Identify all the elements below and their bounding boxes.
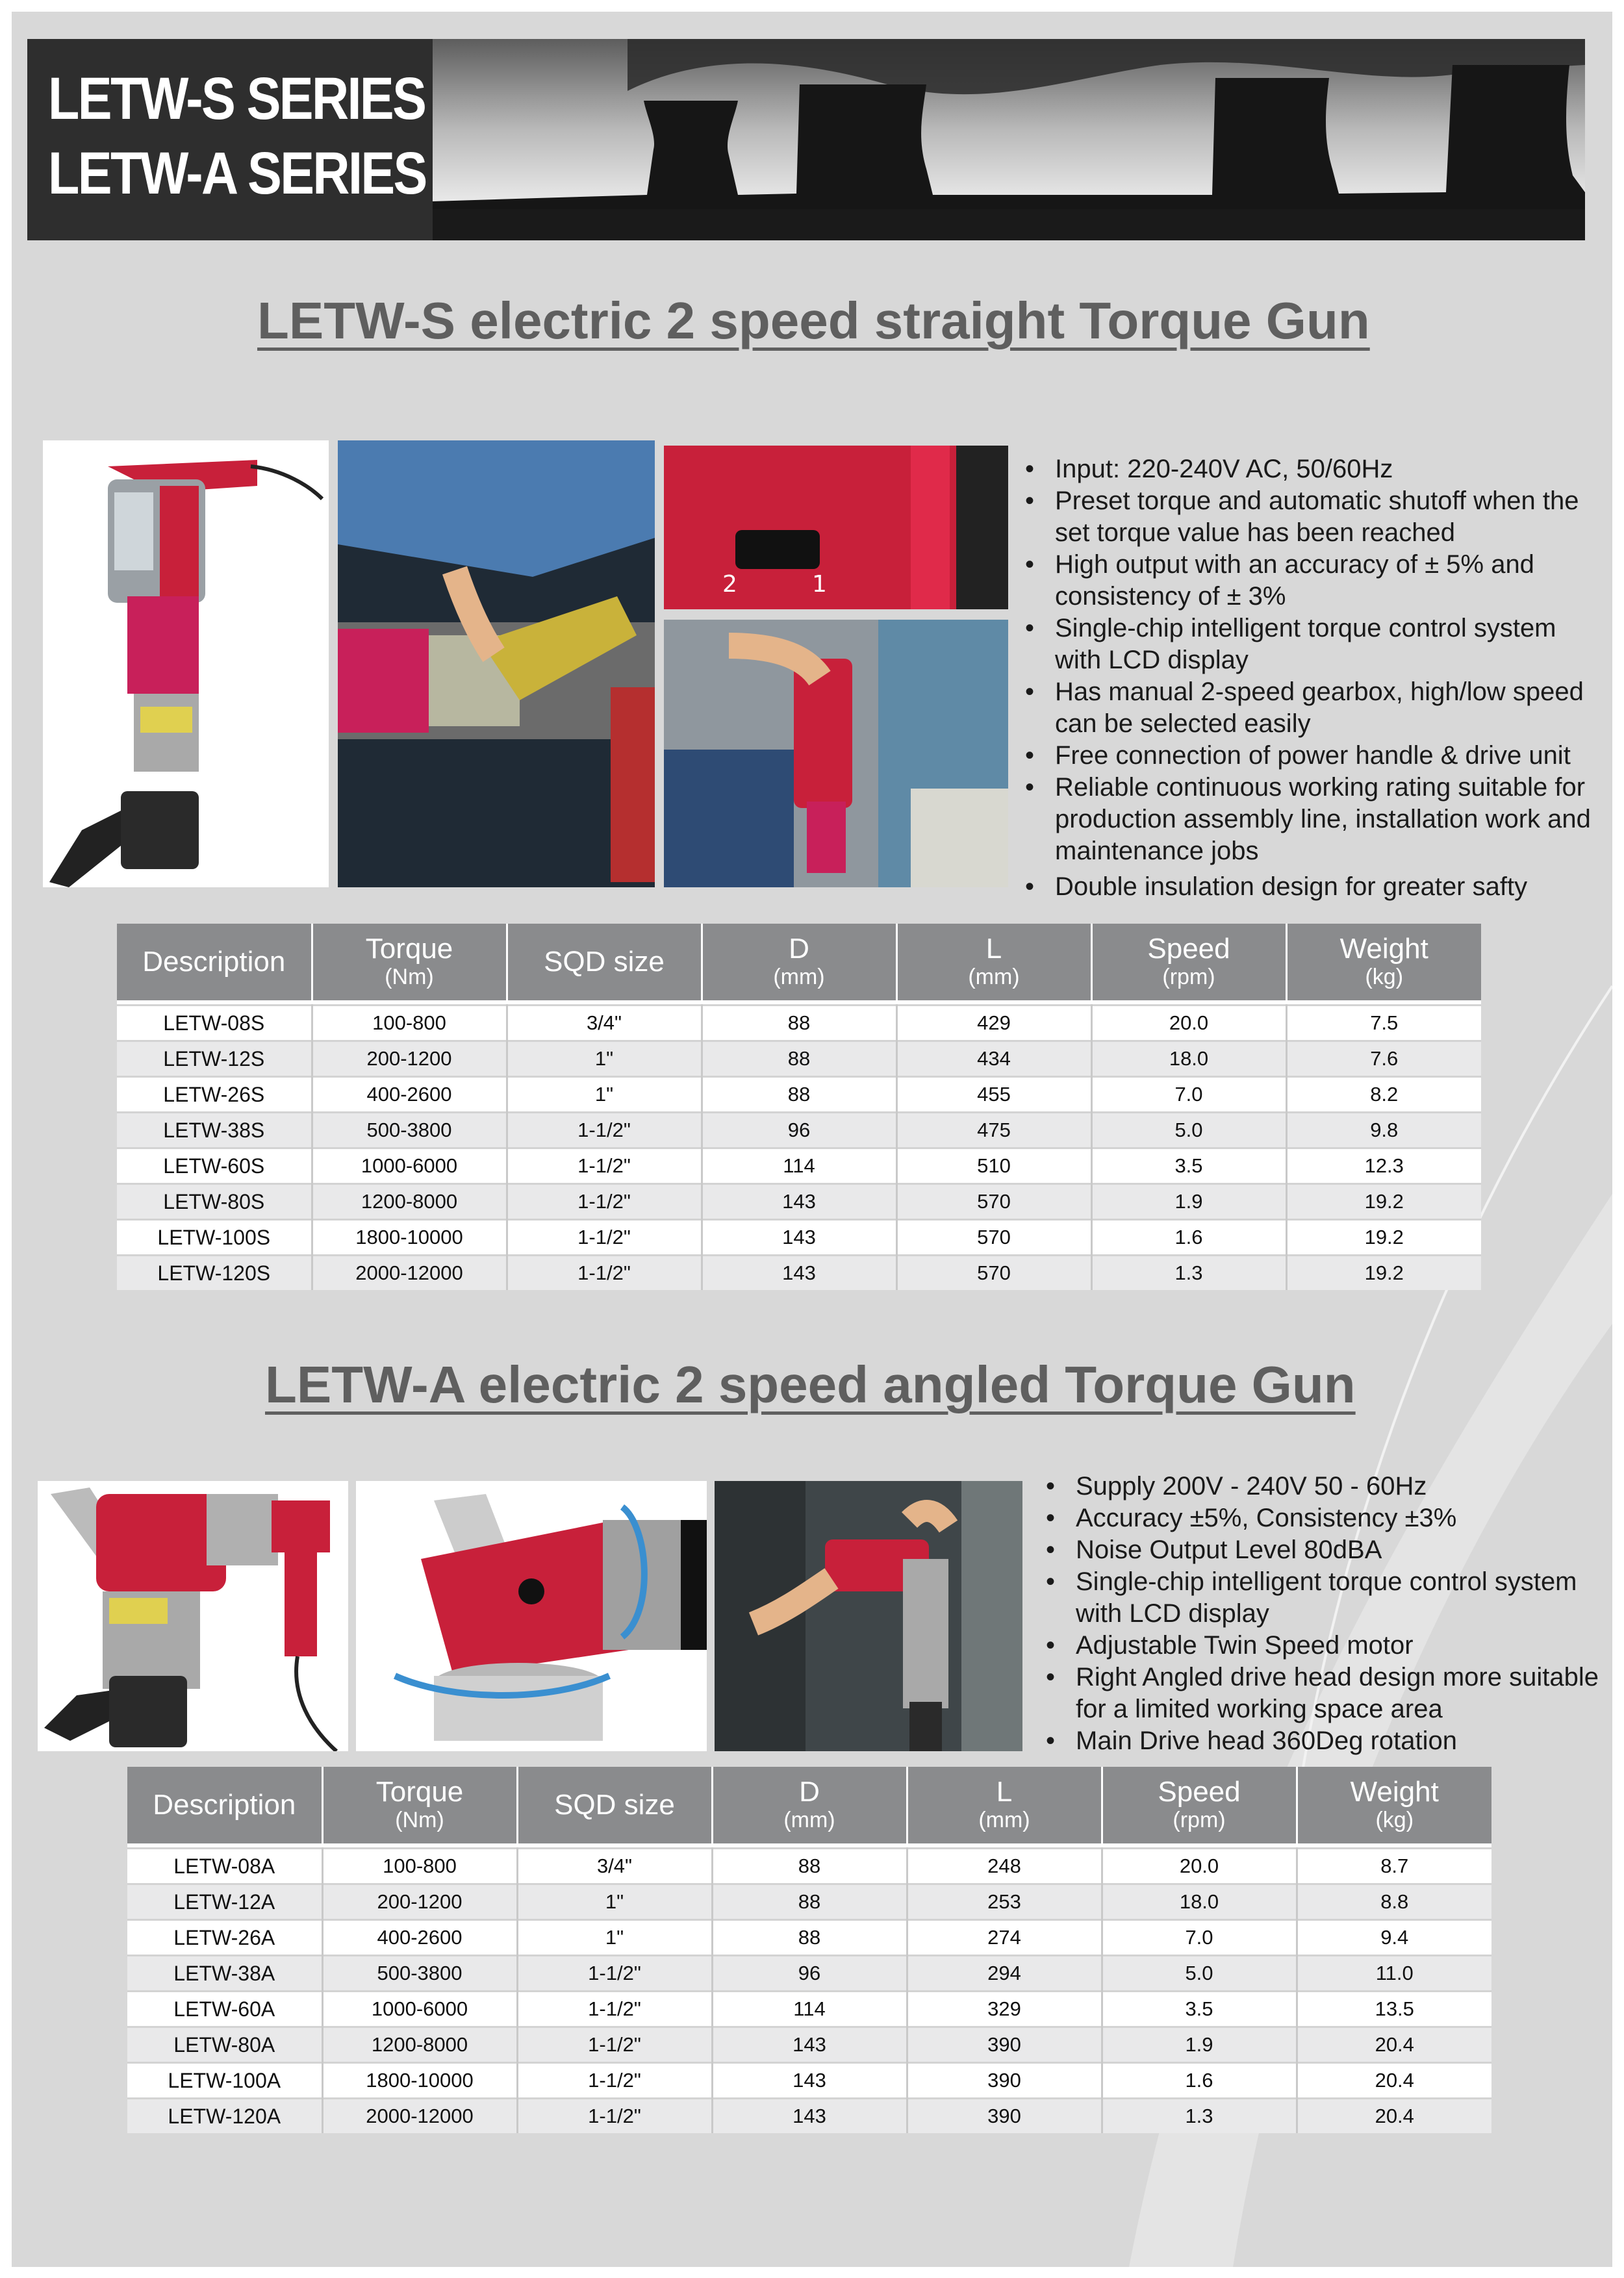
cell-description: LETW-38A [127, 1956, 322, 1992]
cell-sqd-size: 1-1/2" [517, 1956, 712, 1992]
cell-l: 390 [907, 2027, 1102, 2063]
cell-speed: 7.0 [1091, 1077, 1286, 1113]
column-header-speed: Speed (rpm) [1102, 1767, 1297, 1843]
cell-sqd-size: 1-1/2" [507, 1256, 702, 1291]
feature-item: • Input: 220-240V AC, 50/60Hz [1025, 453, 1597, 485]
cell-description: LETW-60A [127, 1992, 322, 2027]
header-spacer-cell [127, 1843, 1491, 1849]
cell-torque: 200-1200 [322, 1884, 517, 1920]
cell-description: LETW-120A [127, 2099, 322, 2134]
table-row [117, 1006, 1481, 1041]
table-row [127, 2063, 1491, 2099]
cell-description: LETW-26A [127, 1920, 322, 1956]
cell-sqd-size: 1-1/2" [517, 1992, 712, 2027]
table-row [127, 1884, 1491, 1920]
series-header [27, 39, 1585, 240]
series-title-s: LETW-S SERIES [48, 66, 425, 132]
cell-d: 114 [712, 1992, 907, 2027]
column-header-weight: Weight (kg) [1286, 924, 1481, 1000]
cell-d: 88 [702, 1041, 896, 1077]
feature-item: • Main Drive head 360Deg rotation [1046, 1725, 1605, 1757]
cell-sqd-size: 1" [507, 1077, 702, 1113]
cell-speed: 20.0 [1102, 1849, 1297, 1884]
cell-speed: 18.0 [1091, 1041, 1286, 1077]
cell-description: LETW-08S [117, 1006, 312, 1041]
straight-gun-in-use-photo [338, 440, 655, 887]
cell-weight: 20.4 [1297, 2099, 1491, 2134]
cell-torque: 1000-6000 [312, 1148, 507, 1184]
cell-d: 88 [712, 1849, 907, 1884]
cell-description: LETW-12S [117, 1041, 312, 1077]
cell-sqd-size: 1-1/2" [507, 1184, 702, 1220]
feature-item: • Free connection of power handle & drive unit [1025, 740, 1597, 772]
cell-weight: 12.3 [1286, 1148, 1481, 1184]
cell-l: 570 [896, 1220, 1091, 1256]
column-header-sqd-size: SQD size [507, 924, 702, 1000]
cell-torque: 1200-8000 [312, 1184, 507, 1220]
cell-description: LETW-100S [117, 1220, 312, 1256]
cell-description: LETW-120S [117, 1256, 312, 1291]
cell-torque: 200-1200 [312, 1041, 507, 1077]
column-header-l: L (mm) [896, 924, 1091, 1000]
cell-torque: 1800-10000 [322, 2063, 517, 2099]
cell-weight: 20.4 [1297, 2063, 1491, 2099]
cell-torque: 100-800 [322, 1849, 517, 1884]
column-header-d: D (mm) [712, 1767, 907, 1843]
cell-torque: 400-2600 [312, 1077, 507, 1113]
table-row [127, 2027, 1491, 2063]
cell-speed: 5.0 [1102, 1956, 1297, 1992]
section-title-angled: LETW-A electric 2 speed angled Torque Gun [265, 1356, 1356, 1413]
cell-torque: 100-800 [312, 1006, 507, 1041]
series-title-a: LETW-A SERIES [48, 140, 426, 207]
column-header-description: Description [127, 1767, 322, 1843]
cell-speed: 20.0 [1091, 1006, 1286, 1041]
cell-l: 390 [907, 2063, 1102, 2099]
cell-d: 114 [702, 1148, 896, 1184]
header-spacer-cell [117, 1000, 1481, 1006]
cell-weight: 13.5 [1297, 1992, 1491, 2027]
cell-l: 510 [896, 1148, 1091, 1184]
cell-sqd-size: 1-1/2" [507, 1220, 702, 1256]
cell-d: 143 [712, 2063, 907, 2099]
column-header-l: L (mm) [907, 1767, 1102, 1843]
cell-sqd-size: 1-1/2" [517, 2063, 712, 2099]
cooling-towers-banner-image [433, 39, 1585, 240]
cell-sqd-size: 1-1/2" [507, 1113, 702, 1148]
cell-weight: 7.5 [1286, 1006, 1481, 1041]
cell-torque: 500-3800 [312, 1113, 507, 1148]
cell-sqd-size: 1" [507, 1041, 702, 1077]
cell-d: 88 [712, 1920, 907, 1956]
feature-item: • Reliable continuous working rating suitable for production assembly line, installation work and maintenance jobs [1025, 772, 1597, 867]
table-row [117, 1113, 1481, 1148]
cell-description: LETW-12A [127, 1884, 322, 1920]
cell-d: 88 [702, 1077, 896, 1113]
cell-weight: 9.8 [1286, 1113, 1481, 1148]
angled-gun-feature-list [1046, 1471, 1605, 1757]
cell-torque: 500-3800 [322, 1956, 517, 1992]
cell-torque: 2000-12000 [312, 1256, 507, 1291]
cell-speed: 1.3 [1102, 2099, 1297, 2134]
cell-l: 253 [907, 1884, 1102, 1920]
cell-sqd-size: 1" [517, 1920, 712, 1956]
cell-l: 570 [896, 1256, 1091, 1291]
cell-weight: 19.2 [1286, 1220, 1481, 1256]
column-header-speed: Speed (rpm) [1091, 924, 1286, 1000]
speed-selector-closeup-photo [664, 446, 1008, 609]
cell-l: 429 [896, 1006, 1091, 1041]
angled-gun-product-photo [38, 1481, 348, 1751]
cell-torque: 2000-12000 [322, 2099, 517, 2134]
cell-l: 274 [907, 1920, 1102, 1956]
feature-item: • Double insulation design for greater safty [1025, 871, 1597, 903]
straight-gun-feature-list [1025, 453, 1597, 903]
table-row [127, 1956, 1491, 1992]
table-row [127, 1849, 1491, 1884]
cell-description: LETW-26S [117, 1077, 312, 1113]
straight-gun-spec-table [117, 924, 1481, 1290]
cell-sqd-size: 1-1/2" [517, 2027, 712, 2063]
angled-gun-operator-photo [715, 1481, 1022, 1751]
table-row [127, 2099, 1491, 2134]
cell-d: 96 [702, 1113, 896, 1148]
header-spacer [117, 1000, 1481, 1006]
cell-d: 88 [702, 1006, 896, 1041]
feature-item: • Noise Output Level 80dBA [1046, 1534, 1605, 1566]
cell-speed: 1.3 [1091, 1256, 1286, 1291]
cell-d: 143 [712, 2099, 907, 2134]
feature-item: • Right Angled drive head design more suitable for a limited working space area [1046, 1662, 1605, 1725]
cell-weight: 19.2 [1286, 1256, 1481, 1291]
cell-d: 96 [712, 1956, 907, 1992]
cell-weight: 8.7 [1297, 1849, 1491, 1884]
cell-weight: 7.6 [1286, 1041, 1481, 1077]
feature-item: • High output with an accuracy of ± 5% and consistency of ± 3% [1025, 549, 1597, 613]
cell-torque: 1800-10000 [312, 1220, 507, 1256]
table-row [127, 1920, 1491, 1956]
feature-item: • Preset torque and automatic shutoff when the set torque value has been reached [1025, 485, 1597, 549]
column-header-description: Description [117, 924, 312, 1000]
cell-weight: 19.2 [1286, 1184, 1481, 1220]
cell-l: 248 [907, 1849, 1102, 1884]
cell-sqd-size: 3/4" [507, 1006, 702, 1041]
cell-l: 455 [896, 1077, 1091, 1113]
cell-weight: 20.4 [1297, 2027, 1491, 2063]
feature-item: • Single-chip intelligent torque control system with LCD display [1046, 1566, 1605, 1630]
column-header-sqd-size: SQD size [517, 1767, 712, 1843]
cell-l: 434 [896, 1041, 1091, 1077]
feature-item: • Adjustable Twin Speed motor [1046, 1630, 1605, 1662]
feature-item: • Single-chip intelligent torque control system with LCD display [1025, 613, 1597, 676]
cell-sqd-size: 1-1/2" [507, 1148, 702, 1184]
feature-item: • Has manual 2-speed gearbox, high/low speed can be selected easily [1025, 676, 1597, 740]
cell-l: 329 [907, 1992, 1102, 2027]
table-row [117, 1041, 1481, 1077]
angled-gun-spec-table [127, 1767, 1491, 2133]
cell-speed: 1.9 [1091, 1184, 1286, 1220]
cell-weight: 11.0 [1297, 1956, 1491, 1992]
angled-head-rotation-photo [356, 1481, 707, 1751]
table-row [117, 1220, 1481, 1256]
cell-l: 390 [907, 2099, 1102, 2134]
cell-speed: 3.5 [1091, 1148, 1286, 1184]
cell-description: LETW-60S [117, 1148, 312, 1184]
cell-l: 294 [907, 1956, 1102, 1992]
cell-d: 143 [702, 1220, 896, 1256]
cell-speed: 1.9 [1102, 2027, 1297, 2063]
svg-text:2: 2 [722, 571, 737, 598]
cell-torque: 1000-6000 [322, 1992, 517, 2027]
straight-gun-product-photo [43, 440, 329, 887]
section-title-straight: LETW-S electric 2 speed straight Torque Gun [257, 292, 1370, 349]
column-header-d: D (mm) [702, 924, 896, 1000]
cell-speed: 1.6 [1102, 2063, 1297, 2099]
brochure-page [12, 12, 1612, 2267]
cell-description: LETW-38S [117, 1113, 312, 1148]
column-header-torque: Torque (Nm) [322, 1767, 517, 1843]
table-row [117, 1077, 1481, 1113]
cell-l: 570 [896, 1184, 1091, 1220]
cell-d: 88 [712, 1884, 907, 1920]
series-title-box [27, 39, 433, 240]
cell-torque: 400-2600 [322, 1920, 517, 1956]
cell-weight: 8.2 [1286, 1077, 1481, 1113]
cell-weight: 8.8 [1297, 1884, 1491, 1920]
cell-d: 143 [712, 2027, 907, 2063]
cell-d: 143 [702, 1184, 896, 1220]
column-header-torque: Torque (Nm) [312, 924, 507, 1000]
cell-speed: 1.6 [1091, 1220, 1286, 1256]
cell-l: 475 [896, 1113, 1091, 1148]
straight-gun-operator-photo [664, 620, 1008, 887]
cell-weight: 9.4 [1297, 1920, 1491, 1956]
cell-torque: 1200-8000 [322, 2027, 517, 2063]
cell-description: LETW-08A [127, 1849, 322, 1884]
cell-sqd-size: 1-1/2" [517, 2099, 712, 2134]
column-header-weight: Weight (kg) [1297, 1767, 1491, 1843]
table-row [117, 1148, 1481, 1184]
table-row [117, 1256, 1481, 1291]
table-row [127, 1992, 1491, 2027]
cell-speed: 18.0 [1102, 1884, 1297, 1920]
cell-d: 143 [702, 1256, 896, 1291]
feature-item: • Supply 200V - 240V 50 - 60Hz [1046, 1471, 1605, 1502]
cell-speed: 3.5 [1102, 1992, 1297, 2027]
cell-speed: 5.0 [1091, 1113, 1286, 1148]
cell-sqd-size: 3/4" [517, 1849, 712, 1884]
feature-item: • Accuracy ±5%, Consistency ±3% [1046, 1502, 1605, 1534]
cell-description: LETW-80S [117, 1184, 312, 1220]
svg-text:1: 1 [812, 571, 827, 598]
cell-description: LETW-100A [127, 2063, 322, 2099]
table-row [117, 1184, 1481, 1220]
cell-speed: 7.0 [1102, 1920, 1297, 1956]
header-spacer [127, 1843, 1491, 1849]
cell-description: LETW-80A [127, 2027, 322, 2063]
cell-sqd-size: 1" [517, 1884, 712, 1920]
